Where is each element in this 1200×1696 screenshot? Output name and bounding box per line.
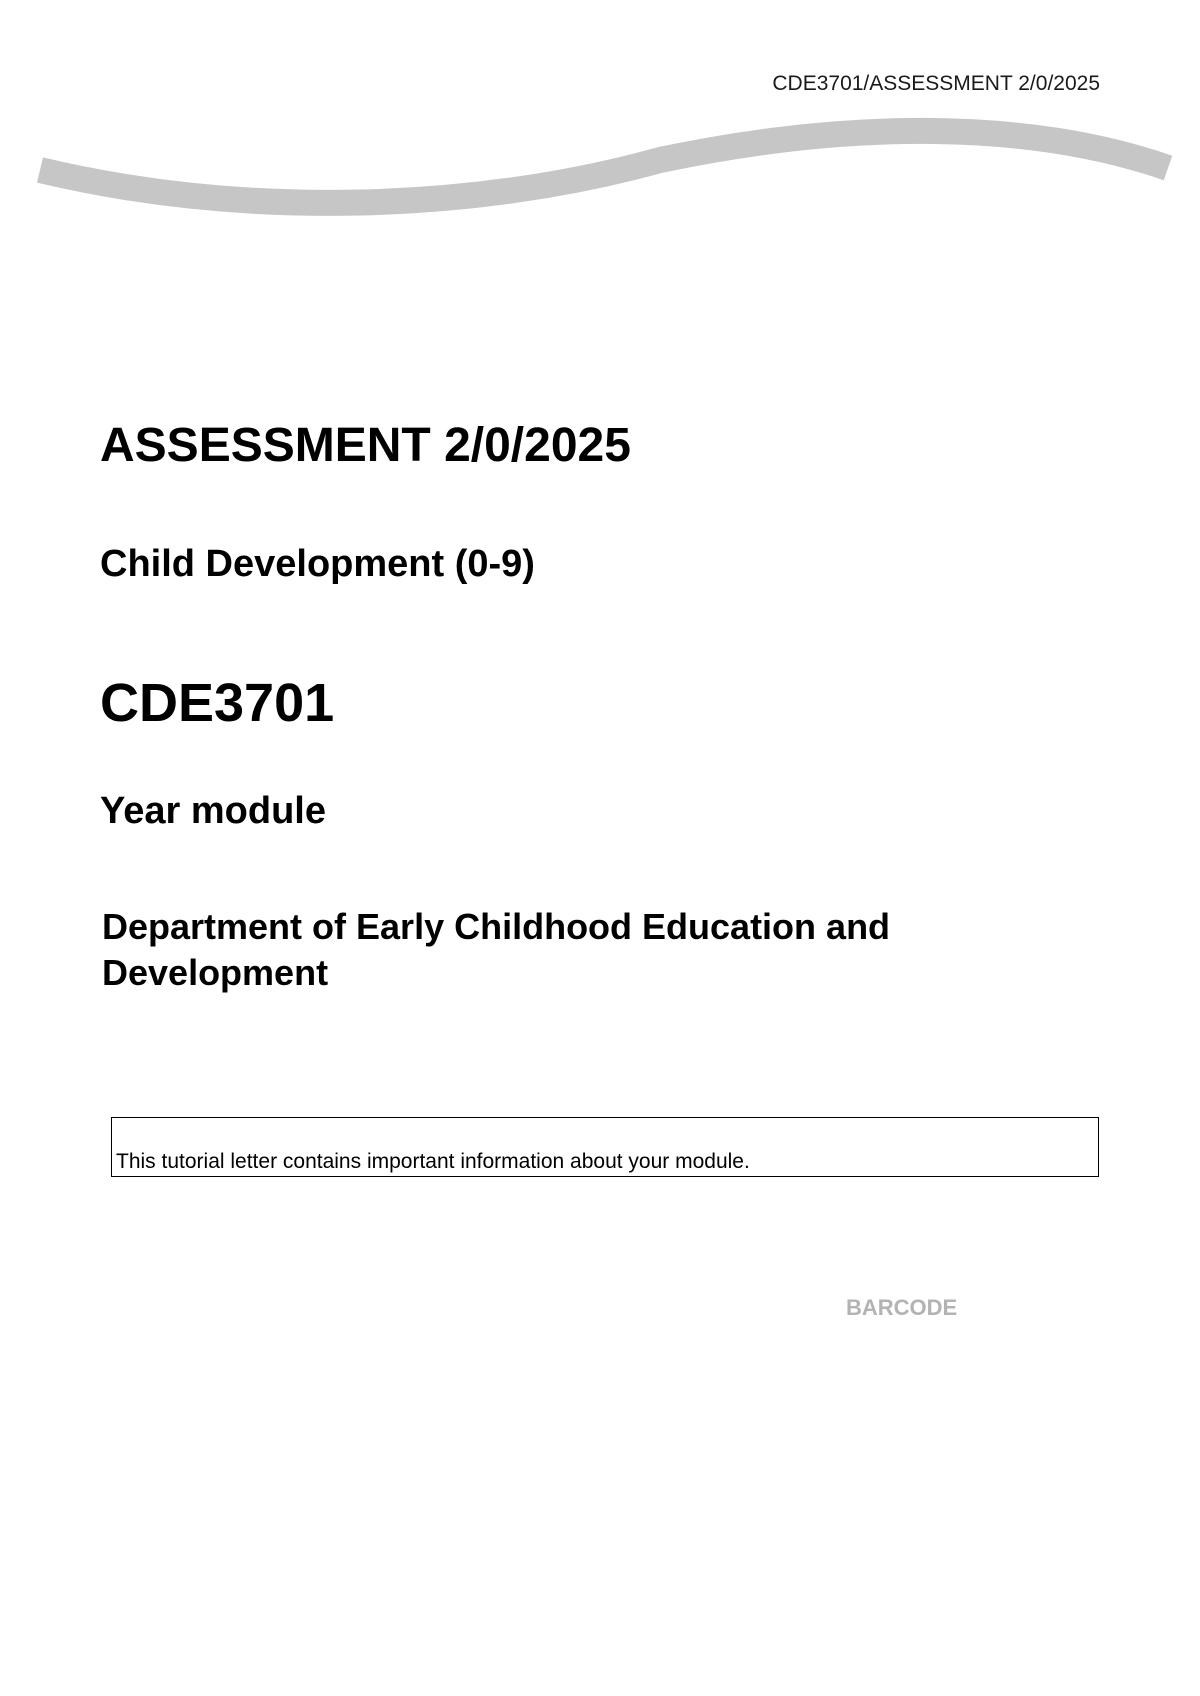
notice-text: This tutorial letter contains important information about your module.	[116, 1150, 750, 1173]
module-type: Year module	[100, 790, 326, 832]
module-code: CDE3701	[100, 673, 335, 733]
module-name: Child Development (0-9)	[100, 543, 535, 585]
assessment-title: ASSESSMENT 2/0/2025	[100, 419, 631, 472]
decorative-swoosh	[0, 0, 1200, 260]
swoosh-band	[40, 131, 1168, 203]
document-reference: CDE3701/ASSESSMENT 2/0/2025	[772, 72, 1100, 95]
barcode-placeholder: BARCODE	[846, 1295, 958, 1320]
notice-box	[111, 1117, 1099, 1177]
department-name: Department of Early Childhood Education and Development	[102, 906, 891, 993]
